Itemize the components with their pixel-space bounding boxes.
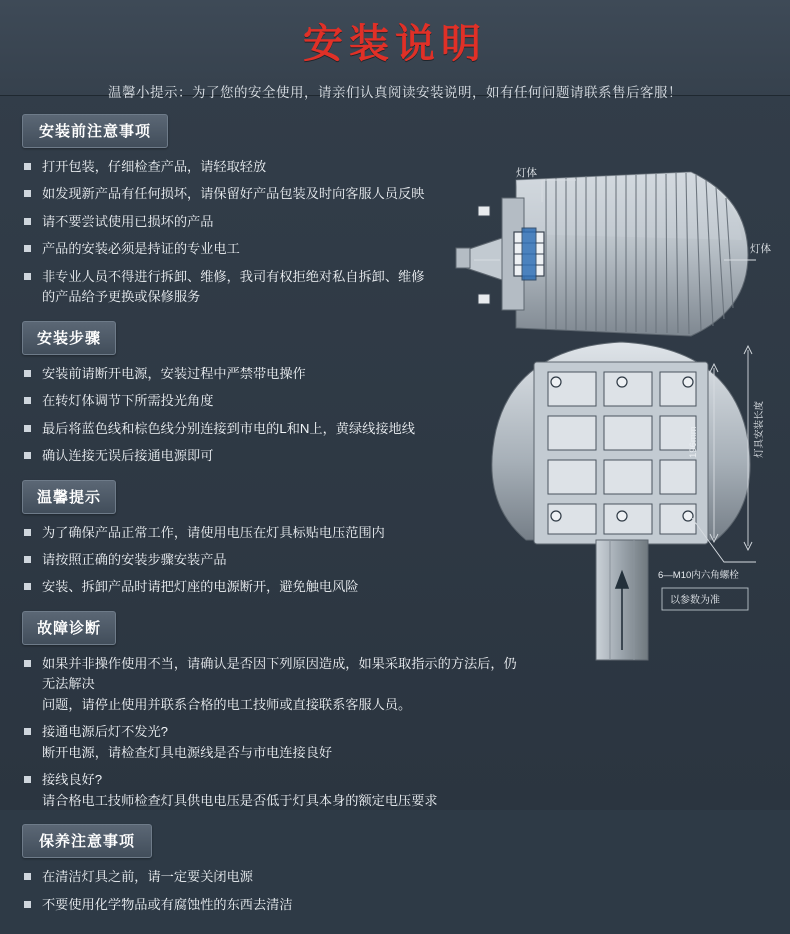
list-item	[22, 550, 520, 570]
list-item	[22, 654, 520, 715]
section-title: 故障诊断	[22, 611, 116, 645]
item-text: 打开包装，仔细检查产品，请轻取轻放	[42, 159, 267, 174]
section-title: 保养注意事项	[22, 824, 152, 858]
section-title: 安装前注意事项	[22, 114, 168, 148]
list-item	[22, 895, 520, 915]
item-text: 安装前请断开电源，安装过程中严禁带电操作	[42, 365, 306, 381]
list-item	[22, 523, 520, 543]
list-item	[22, 212, 520, 232]
item-text: 请按照正确的安装步骤安装产品	[42, 551, 227, 567]
item-subtext: 问题，请停止使用并联系合格的电工技师或直接联系客服人员。	[42, 696, 412, 712]
item-subtext: 请合格电工技师检查灯具供电电压是否低于灯具本身的额定电压要求	[42, 792, 438, 808]
item-text: 如果并非操作使用不当，请确认是否因下列原因造成，如果采取指示的方法后，仍无法解决	[42, 655, 517, 692]
section-install-steps	[22, 321, 520, 467]
section-maintenance-notes	[22, 824, 520, 915]
section-items	[22, 523, 520, 598]
list-item	[22, 770, 520, 811]
list-item	[22, 722, 520, 763]
item-text: 最后将蓝色线和棕色线分别连接到市电的L和N上，黄绿线接地线	[42, 420, 415, 436]
section-items	[22, 654, 520, 811]
item-text: 为了确保产品正常工作，请使用电压在灯具标贴电压范围内	[42, 524, 385, 540]
item-text: 非专业人员不得进行拆卸、维修，我司有权拒绝对私自拆卸、维修	[42, 268, 425, 284]
dim-height: 196mm	[688, 426, 699, 458]
page-subtitle: 温馨小提示：为了您的安全使用，请亲们认真阅读安装说明，如有任何问题请联系售后客服！	[108, 85, 682, 100]
item-text: 在清洁灯具之前，请一定要关闭电源	[42, 869, 253, 885]
item-text: 如发现新产品有任何损坏，请保留好产品包装及时向客服人员反映	[42, 186, 425, 202]
section-items	[22, 157, 520, 308]
item-text: 接线良好?	[42, 772, 103, 788]
lamp-front-view	[492, 342, 765, 660]
section-items	[22, 867, 520, 915]
item-subtext: 断开电源，请检查灯具电源线是否与市电连接良好	[42, 744, 333, 760]
section-pre-install-notes	[22, 114, 520, 308]
list-item	[22, 184, 520, 204]
item-text: 确认连接无误后接通电源即可	[42, 448, 214, 464]
section-title: 温馨提示	[22, 480, 116, 514]
list-item	[22, 867, 520, 887]
list-item	[22, 419, 520, 439]
instructions-column	[0, 114, 520, 934]
item-subtext: 的产品给予更换或保修服务	[42, 289, 201, 305]
list-item	[22, 577, 520, 597]
list-item	[22, 391, 520, 411]
list-item	[22, 157, 520, 177]
list-item	[22, 239, 520, 259]
list-item	[22, 446, 520, 466]
page-title: 安装说明	[303, 22, 487, 66]
section-troubleshooting	[22, 611, 520, 811]
list-item	[22, 267, 520, 308]
list-item	[22, 364, 520, 384]
section-title: 安装步骤	[22, 321, 116, 355]
label-bolt-spec: 6—M10内六角螺栓	[658, 570, 739, 581]
label-lamp-body-right: 灯体	[750, 243, 771, 255]
item-text: 产品的安装必须是持证的专业电工	[42, 241, 240, 257]
item-text: 接通电源后灯不发光?	[42, 724, 169, 740]
footer-spacer	[22, 928, 520, 934]
item-text: 在转灯体调节下所需投光角度	[42, 393, 214, 409]
label-footnote: 以参数为准	[670, 595, 720, 606]
dim-lamp-length: 灯具安装长度	[754, 400, 765, 458]
item-text: 请不要尝试使用已损坏的产品	[42, 213, 214, 229]
page-content	[0, 96, 790, 912]
section-warm-tips	[22, 480, 520, 598]
page-header	[0, 0, 790, 100]
label-lamp-body-top: 灯体	[516, 167, 537, 179]
section-items	[22, 364, 520, 467]
item-text: 不要使用化学物品或有腐蚀性的东西去清洁	[42, 896, 293, 912]
item-text: 安装、拆卸产品时请把灯座的电源断开，避免触电风险	[42, 579, 359, 595]
